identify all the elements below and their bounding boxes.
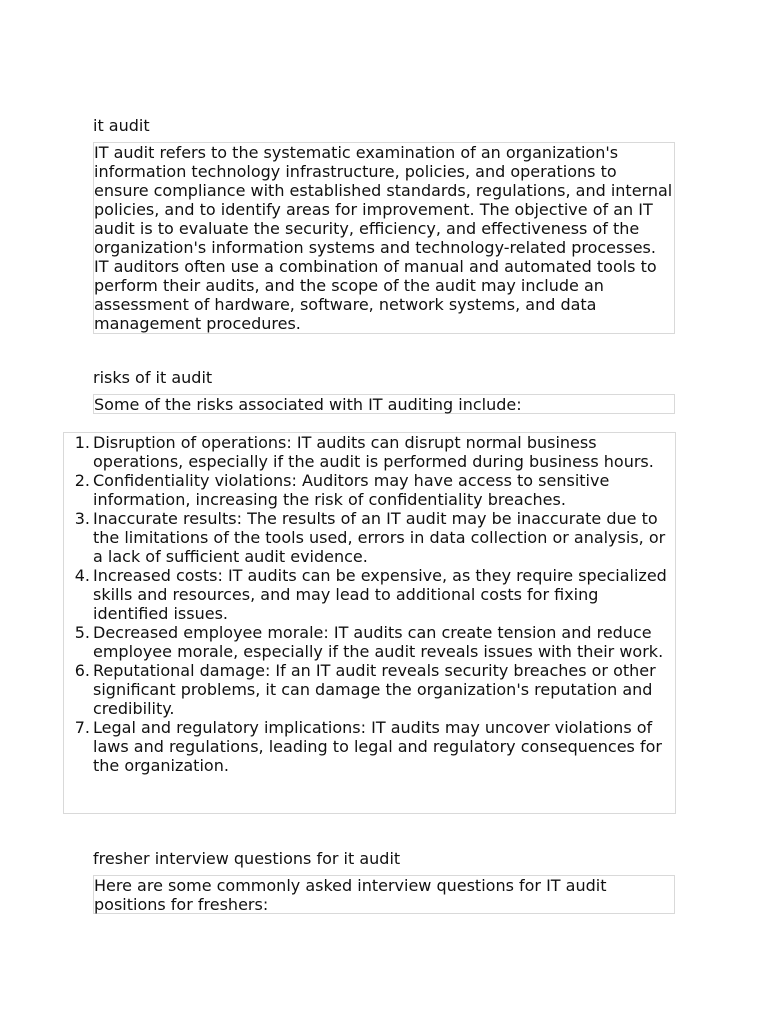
list-item: Disruption of operations: IT audits can disrupt normal business operations, especially if the audit is performed during business hours. [93,433,654,471]
section-heading-interview-questions: fresher interview questions for it audit [93,849,401,868]
list-item: Reputational damage: If an IT audit reveals security breaches or other significant problems, it can damage the organization's reputation and credibility. [93,661,656,718]
it-audit-definition-box [93,142,675,334]
it-audit-definition-text: IT audit refers to the systematic examination of an organization's information technology infrastructure, policies, and operations to ensure compliance with established standards, regulations, and internal policies, and to identify areas for improvement. The objective of an IT audit is to evaluate the security, efficiency, and effectiveness of the organization's information systems and technology-related processes. IT auditors often use a combination of manual and automated tools to perform their audits, and the scope of the audit may include an assessment of hardware, software, network systems, and data management procedures. [94,143,673,333]
risks-intro-text: Some of the risks associated with IT auditing include: [94,395,522,414]
list-item: Confidentiality violations: Auditors may have access to sensitive information, increasing the risk of confidentiality breaches. [93,471,610,509]
section-heading-it-audit: it audit [93,116,150,135]
risks-list [64,433,675,775]
section-heading-risks: risks of it audit [93,368,213,387]
risks-intro-box [93,394,675,414]
interview-intro-text: Here are some commonly asked interview questions for IT audit positions for freshers: [94,876,607,914]
list-item: Decreased employee morale: IT audits can create tension and reduce employee morale, especially if the audit reveals issues with their work. [93,623,664,661]
list-item: Increased costs: IT audits can be expensive, as they require specialized skills and resources, and may lead to additional costs for fixing identified issues. [93,566,667,623]
risks-list-box [63,432,676,814]
interview-intro-box [93,875,675,914]
list-item: Inaccurate results: The results of an IT audit may be inaccurate due to the limitations of the tools used, errors in data collection or analysis, or a lack of sufficient audit evidence. [93,509,666,566]
list-item: Legal and regulatory implications: IT audits may uncover violations of laws and regulations, leading to legal and regulatory consequences for the organization. [93,718,662,775]
